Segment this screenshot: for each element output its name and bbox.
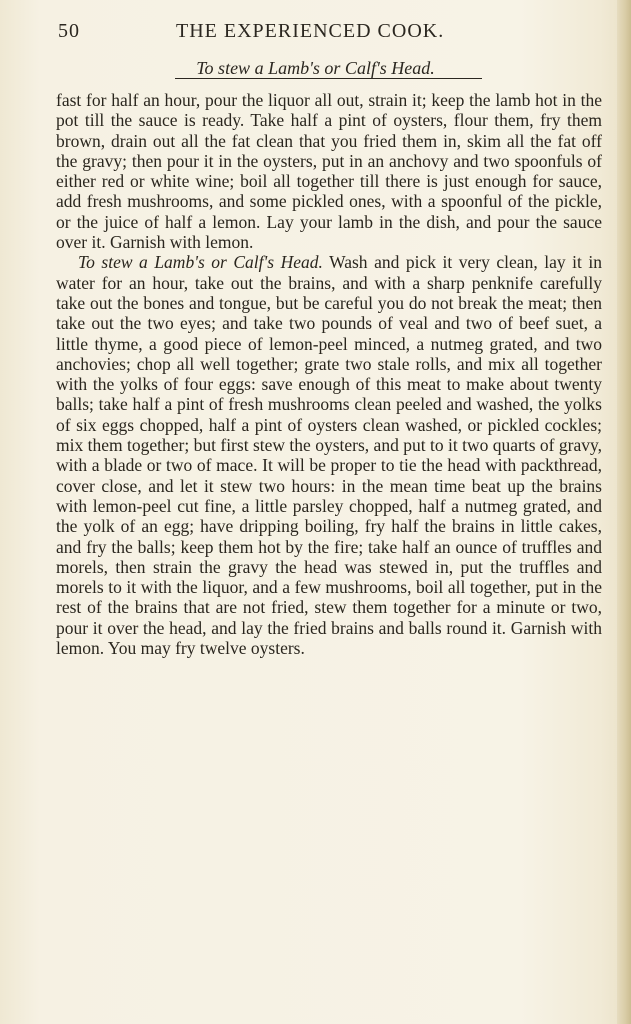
recipe-body bbox=[56, 90, 602, 658]
running-title: THE EXPERIENCED COOK. bbox=[176, 20, 445, 42]
paragraph-recipe bbox=[56, 252, 602, 658]
recipe-lead-title: To stew a Lamb's or Calf's Head. bbox=[78, 252, 323, 273]
page-header bbox=[58, 20, 558, 46]
section-title: To stew a Lamb's or Calf's Head. bbox=[196, 58, 435, 78]
page-number: 50 bbox=[58, 20, 80, 42]
recipe-text: Wash and pick it very clean, lay it in water for an hour, take out the brains, and with a sharp penknife carefully take out the bones and tongue, but be careful you do not break the meat; then take out the two eyes; and take two pounds of veal and two of beef suet, a little thyme, a good piece of lemon-peel minced, a nutmeg grated, and two anchovies; chop all well together; grate two stale rolls, and mix all together with the yolks of four eggs: save enough of this meat to make about twenty balls; take half a pint of fresh mushrooms clean peeled and washed, the yolks of six eggs chopped, half a pint of oysters clean washed, or pickled cockles; mix them together; but first stew the oysters, and put to it two quarts of gravy, with a blade or two of mace. It will be proper to tie the head with packthread, cover close, and let it stew two hours: in the mean time beat up the brains with lemon-peel cut fine, a little parsley chopped, half a nutmeg grated, and the yolk of an egg; have dripping boiling, fry half the brains in little cakes, and fry the balls; keep them hot by the fire; take half an ounce of truffles and morels, then strain the gravy the head was stewed in, put the truffles and morels to it with the liquor, and a few mushrooms, boil all together, put in the rest of the brains that are not fried, stew them together for a minute or two, pour it over the head, and lay the fried brains and balls round it. Garnish with lemon. You may fry twelve oysters. bbox=[56, 252, 603, 659]
title-underline bbox=[175, 78, 482, 79]
page-gutter-edge bbox=[617, 0, 631, 1024]
paragraph-continued: fast for half an hour, pour the liquor all out, strain it; keep the lamb hot in the pot till the sauce is ready. Take half a pint of oysters, flour them, fry them brown, drain out all the fat clean that you fried them in, skim all the fat off the gravy; then pour it in the oysters, put in an anchovy and two spoonfuls of either red or white wine; boil all together till there is just enough for sauce, add fresh mushrooms, and some pickled ones, with a spoonful of the pickle, or the juice of half a lemon. Lay your lamb in the dish, and pour the sauce over it. Garnish with lemon. bbox=[56, 90, 602, 253]
